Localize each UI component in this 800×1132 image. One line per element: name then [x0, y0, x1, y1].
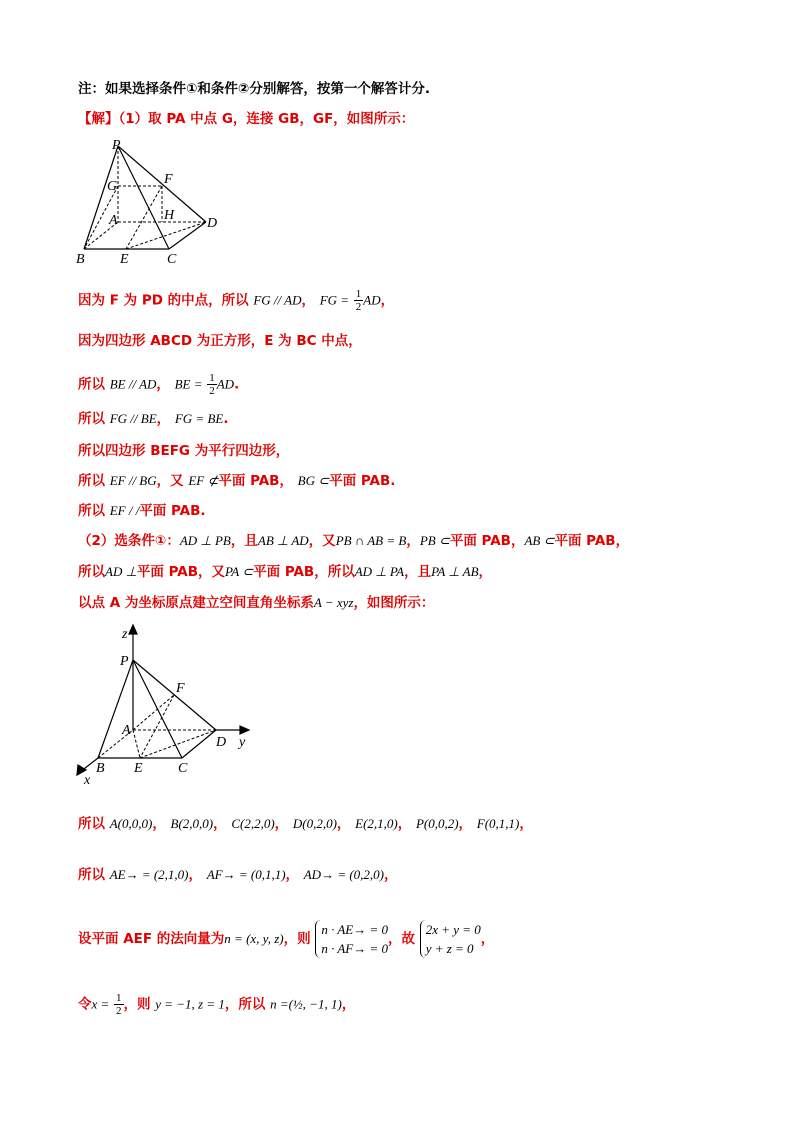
segment-ED [140, 730, 216, 758]
segment-ED [126, 222, 206, 249]
math-ef-not-in: EF ⊄ [188, 473, 219, 488]
denominator: 2 [355, 301, 362, 313]
vector-AE: AE→ = (2,1,0) [109, 867, 189, 882]
line-ef-parallel-bg [78, 472, 395, 490]
text: ，则 [123, 996, 151, 1013]
vector-AF: AF→ = (0,1,1) [206, 867, 286, 882]
sep: ， [188, 867, 203, 883]
line-solution [78, 992, 355, 1017]
math-fg-parallel-ad: FG // AD [253, 292, 302, 308]
edge-CD [169, 222, 206, 249]
edge-PC [118, 146, 169, 249]
line-square [78, 332, 362, 350]
sep: ， [156, 376, 170, 393]
label-G: G [107, 179, 118, 194]
text: （2）选条件①： [78, 533, 180, 549]
sep: ， [274, 816, 289, 832]
segment-FE [140, 695, 174, 758]
math: PA ⊂ [225, 564, 254, 579]
note-text: 注：如果选择条件①和条件②分别解答，按第一个解答计分. [78, 81, 430, 97]
eq2: n · AF→ = 0 [321, 941, 388, 956]
text: ，如图所示： [353, 595, 435, 611]
math-yz: y = −1, z = 1 [155, 996, 225, 1012]
arrow-y [240, 726, 249, 734]
line-ef-parallel-plane [78, 502, 206, 520]
text: 因为四边形 ABCD 为正方形，E 为 BC 中点， [78, 333, 362, 349]
point-B: B(2,0,0) [170, 816, 214, 831]
label-P: P [120, 654, 129, 669]
edge-CD [182, 730, 216, 758]
text: 平面 PAB，又 [136, 564, 225, 580]
line-coordinate-system [78, 594, 434, 612]
fraction-half [207, 372, 217, 397]
line-ad-perp-plane [78, 563, 492, 581]
segment-AE [133, 730, 140, 758]
text: 平面 PAB， [218, 473, 293, 489]
point-P: P(0,0,2) [415, 816, 459, 831]
text: 平面 PAB. [139, 503, 206, 519]
eq1: 2x + y = 0 [425, 922, 481, 937]
end: ， [380, 292, 395, 309]
segment-FE [126, 186, 162, 249]
label-B: B [96, 761, 105, 776]
sep: ， [152, 816, 166, 832]
end: . [234, 376, 240, 393]
math-ad: AD [363, 292, 381, 308]
label-A: A [122, 723, 131, 738]
sep: ， [384, 867, 398, 883]
text: ，故 [387, 931, 415, 947]
math-ef-parallel-bg: EF // BG [109, 473, 157, 488]
label-D: D [216, 735, 227, 750]
numerator: 1 [209, 372, 215, 384]
math-be-parallel-ad: BE // AD [109, 376, 157, 392]
label-B: B [76, 252, 85, 266]
sep: ， [519, 816, 533, 832]
math-ad: AD [216, 376, 235, 392]
end: . [223, 411, 229, 427]
label-y: y [239, 735, 246, 750]
label-D: D [207, 216, 218, 231]
text: ， [478, 564, 493, 580]
text: 令 [78, 996, 92, 1013]
math: PB ⊂ [419, 533, 450, 548]
pyramid-figure-1 [74, 136, 234, 266]
line-fg-parallel-ad [78, 288, 394, 313]
sep: ， [336, 816, 351, 832]
part1-intro: （1）取 PA 中点 G，连接 GB，GF，如图所示： [118, 111, 415, 127]
text: 所以 [78, 816, 105, 832]
math-be-eq: BE = [174, 376, 203, 392]
text: ，且 [404, 564, 432, 580]
point-D: D(0,2,0) [292, 816, 337, 831]
math-normal: n = (x, y, z) [224, 931, 284, 946]
edge-PB [84, 146, 118, 249]
math-fg-eq-be: FG = BE [174, 411, 224, 426]
text: 平面 PAB， [449, 533, 525, 549]
sep: ， [213, 816, 227, 832]
fraction-half [114, 992, 124, 1017]
text: 所以 [78, 411, 105, 427]
denominator: 2 [209, 385, 215, 397]
text: ，又 [308, 533, 336, 549]
math-axes: A − xyz [313, 595, 354, 610]
text: ， [406, 533, 420, 549]
label-E: E [120, 252, 129, 266]
numerator: 1 [355, 288, 362, 300]
point-A: A(0,0,0) [109, 816, 153, 831]
numerator: 1 [116, 992, 122, 1004]
math-bg-in: BG ⊂ [297, 473, 330, 488]
sep: ， [458, 816, 473, 832]
math-fg-parallel-be: FG // BE [109, 411, 157, 426]
math: AB ⊂ [524, 533, 555, 548]
system-dot-products [315, 920, 388, 958]
system-equations [420, 920, 481, 958]
solution-part1-heading [78, 110, 414, 128]
line-parallelogram [78, 442, 289, 460]
math: AD ⊥ PB [179, 533, 231, 548]
math: AD ⊥ PA [354, 564, 405, 579]
sep: ， [285, 867, 300, 883]
label-H: H [164, 208, 175, 223]
denominator: 2 [116, 1005, 122, 1017]
edge-PD [118, 146, 206, 222]
text: 所以 [78, 564, 105, 580]
solution-bracket: 【解】 [78, 111, 119, 127]
label-F: F [164, 172, 173, 187]
sep: ， [156, 411, 171, 427]
text: 所以 [78, 503, 105, 519]
math-x-eq: x = [91, 996, 110, 1012]
text: ，且 [230, 533, 258, 549]
point-E: E(2,1,0) [355, 816, 398, 831]
line-fg-parallel-be [78, 410, 228, 428]
math-ef-parallel: EF / / [109, 503, 140, 518]
text: 因为 F 为 PD 的中点，所以 [78, 292, 249, 309]
text: ， [480, 931, 495, 947]
text: ，所以 [224, 996, 266, 1013]
text: 以点 A 为坐标原点建立空间直角坐标系 [78, 595, 314, 611]
text: 所以 [78, 867, 105, 883]
line-part2-condition [78, 532, 629, 550]
label-P: P [112, 138, 121, 153]
eq1: n · AE→ = 0 [321, 922, 388, 937]
sep: ， [301, 292, 315, 309]
text: 设平面 AEF 的法向量为 [78, 931, 225, 947]
label-E: E [134, 761, 143, 776]
text: ， [341, 996, 356, 1013]
text: 所以 [78, 376, 105, 393]
label-C: C [167, 252, 177, 266]
math: PB ∩ AB = B [335, 533, 407, 548]
label-F: F [176, 681, 185, 696]
text: 所以四边形 BEFG 为平行四边形， [78, 443, 290, 459]
math-n-eq: n = [270, 996, 289, 1012]
math: AD ⊥ [105, 564, 137, 579]
note-line [78, 80, 430, 98]
label-A: A [109, 213, 118, 228]
coordinate-figure-2 [74, 622, 264, 788]
line-be-parallel-ad [78, 372, 239, 397]
line-coordinates [78, 815, 533, 833]
edge-PB [98, 660, 133, 758]
point-F: F(0,1,1) [476, 816, 520, 831]
text: ，则 [283, 931, 311, 947]
label-C: C [178, 761, 188, 776]
eq2: y + z = 0 [425, 941, 474, 956]
text: ，又 [156, 473, 184, 489]
label-x: x [84, 773, 91, 788]
math: AB ⊥ AD [257, 533, 309, 548]
arrow-z [129, 625, 137, 634]
text: 平面 PAB， [554, 533, 630, 549]
line-normal-vector [78, 920, 494, 958]
text: 所以 [78, 473, 105, 489]
label-z: z [122, 627, 128, 642]
sep: ， [397, 816, 412, 832]
text: 平面 PAB，所以 [253, 564, 355, 580]
line-vectors [78, 866, 398, 884]
point-C: C(2,2,0) [231, 816, 275, 831]
fraction-half [354, 288, 364, 313]
math: PA ⊥ AB [431, 564, 479, 579]
vector-AD: AD→ = (0,2,0) [303, 867, 384, 882]
math-fg-eq: FG = [319, 292, 350, 308]
text: 平面 PAB. [329, 473, 396, 489]
math-n-value: (½, −1, 1) [288, 996, 342, 1012]
